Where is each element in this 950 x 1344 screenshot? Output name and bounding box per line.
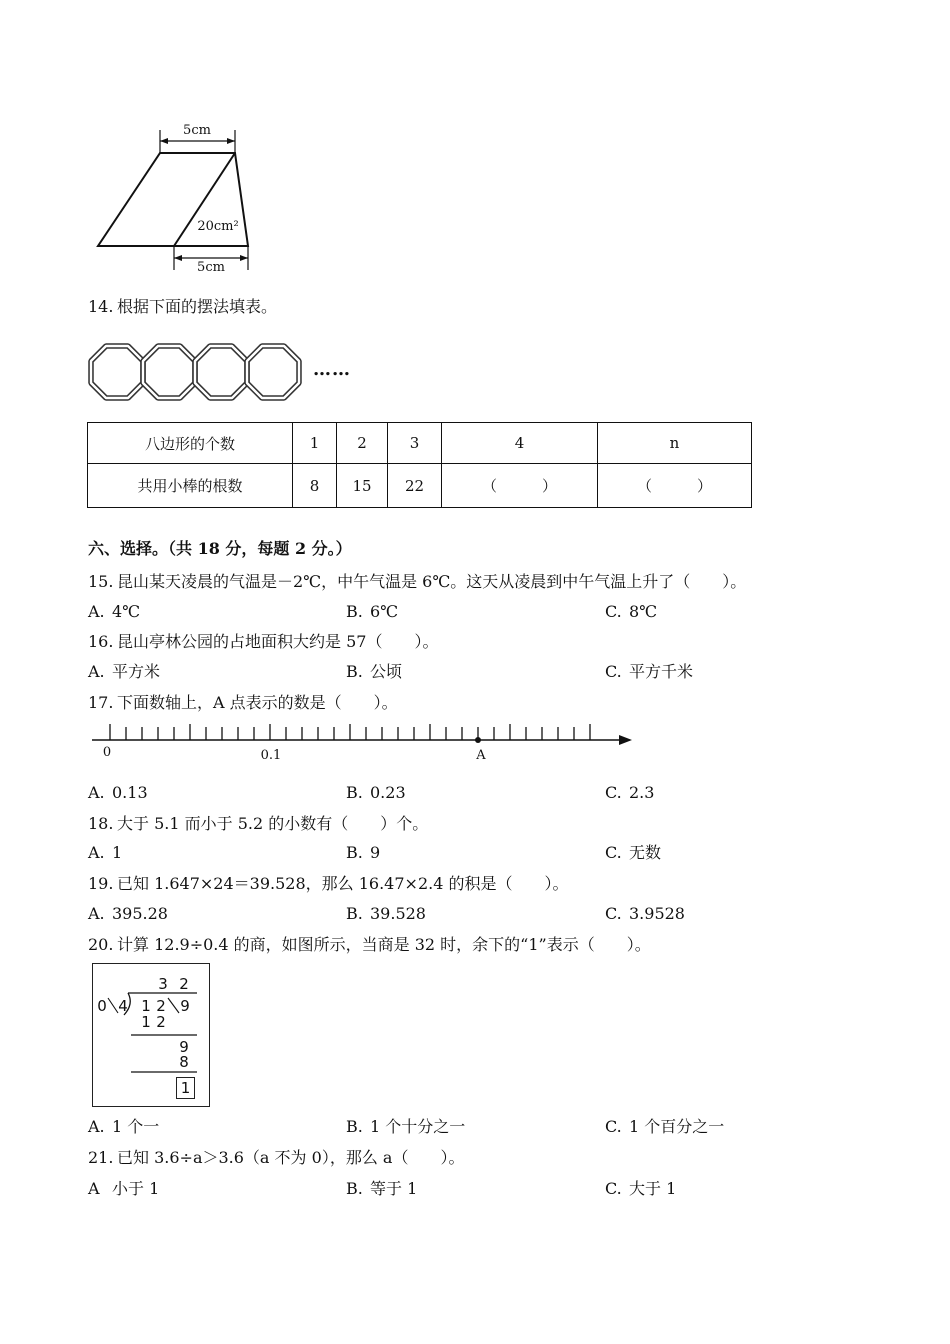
option-a: A. 1 个一 (88, 1117, 160, 1136)
dividend-digit: 9 (180, 997, 190, 1015)
octagon (91, 346, 143, 398)
bottom-length-label: 5cm (197, 260, 225, 275)
final-remainder: 1 (176, 1077, 195, 1099)
octagon-chain-figure (88, 340, 303, 402)
table-row (88, 423, 752, 464)
question-number: 18. (88, 814, 114, 833)
blank-cell: （ ） (598, 464, 752, 508)
table-cell: 3 (388, 423, 442, 464)
question-text: 计算 12.9÷0.4 的商，如图所示，当商是 32 时，余下的“1”表示（ ）。 (117, 935, 651, 954)
label-zero: 0 (102, 745, 112, 760)
table-row (88, 464, 752, 508)
option-b: B. 0.23 (346, 783, 406, 802)
dividend-digit: 2 (156, 997, 166, 1015)
product-digit: 1 (141, 1013, 151, 1031)
partial-remainder: 9 (179, 1038, 189, 1056)
quotient-digit: 3 (158, 975, 168, 993)
row-header: 八边形的个数 (88, 423, 293, 464)
question-number: 21. (88, 1148, 114, 1167)
number-line-figure (88, 715, 638, 767)
option-a: A. 平方米 (88, 662, 161, 681)
question-number: 20. (88, 935, 114, 954)
question-text: 昆山亭林公园的占地面积大约是 57（ ）。 (117, 632, 439, 651)
number-line-arrow (619, 735, 632, 745)
option-c: C. 2.3 (605, 783, 655, 802)
option-c: C. 平方千米 (605, 662, 694, 681)
question-20 (88, 935, 651, 955)
row-header: 共用小棒的根数 (88, 464, 293, 508)
long-division-figure (92, 963, 210, 1107)
quotient-digit: 2 (179, 975, 189, 993)
question-21 (88, 1148, 464, 1168)
question-15-options (0, 602, 950, 622)
product-digit: 8 (179, 1053, 189, 1071)
question-21-options (0, 1179, 950, 1199)
option-c: C. 无数 (605, 843, 662, 862)
question-17 (88, 693, 398, 713)
octagon (143, 346, 195, 398)
option-a: A. 4℃ (88, 602, 141, 621)
question-16-options (0, 662, 950, 682)
ellipsis: …… (313, 359, 351, 380)
dividend-digit: 1 (141, 997, 151, 1015)
option-b: B. 6℃ (346, 602, 399, 621)
blank-cell: （ ） (442, 464, 598, 508)
arrow-head (174, 255, 182, 261)
trapezoid-figure (90, 115, 260, 277)
question-number: 15. (88, 572, 114, 591)
question-18-options (0, 843, 950, 863)
option-a: A 小于 1 (88, 1179, 160, 1198)
number-line-ticks (110, 724, 590, 740)
arrow-head (160, 138, 168, 144)
option-b: B. 等于 1 (346, 1179, 418, 1198)
product-digit: 2 (156, 1013, 166, 1031)
question-number: 19. (88, 874, 114, 893)
option-b: B. 9 (346, 843, 381, 862)
table-cell: 1 (293, 423, 337, 464)
table-cell: 22 (388, 464, 442, 508)
question-text: 大于 5.1 而小于 5.2 的小数有（ ）个。 (117, 814, 429, 833)
question-15 (88, 572, 746, 592)
area-label: 20cm² (197, 219, 239, 234)
octagon (195, 346, 247, 398)
question-16 (88, 632, 438, 652)
question-20-options (0, 1117, 950, 1137)
question-14 (88, 297, 277, 317)
top-length-label: 5cm (183, 123, 211, 138)
table-cell: n (598, 423, 752, 464)
section-heading: 六、选择。（共 18 分，每题 2 分。） (88, 539, 352, 558)
table-cell: 4 (442, 423, 598, 464)
question-19 (88, 874, 568, 894)
divisor-digit: 0 (97, 997, 107, 1015)
octagon (247, 346, 299, 398)
table-cell: 8 (293, 464, 337, 508)
question-text: 根据下面的摆法填表。 (117, 297, 278, 316)
label-tenth: 0.1 (260, 748, 282, 763)
table-cell: 15 (337, 464, 388, 508)
option-c: C. 大于 1 (605, 1179, 677, 1198)
question-text: 昆山某天凌晨的气温是－2℃，中午气温是 6℃。这天从凌晨到中午气温上升了（ ）。 (117, 572, 747, 591)
arrow-head (240, 255, 248, 261)
question-number: 16. (88, 632, 114, 651)
question-19-options (0, 904, 950, 924)
question-text: 已知 1.647×24＝39.528，那么 16.47×2.4 的积是（ ）。 (117, 874, 569, 893)
point-a-dot (475, 737, 481, 743)
option-b: B. 1 个十分之一 (346, 1117, 466, 1136)
question-number: 17. (88, 693, 114, 712)
divisor-digit: 4 (118, 997, 128, 1015)
label-point-a: A (476, 748, 486, 763)
table-cell: 2 (337, 423, 388, 464)
option-c: C. 3.9528 (605, 904, 685, 923)
octagon-table (87, 422, 752, 508)
option-b: B. 39.528 (346, 904, 426, 923)
arrow-head (227, 138, 235, 144)
option-c: C. 1 个百分之一 (605, 1117, 725, 1136)
question-18 (88, 814, 428, 834)
option-a: A. 1 (88, 843, 123, 862)
option-c: C. 8℃ (605, 602, 658, 621)
question-number: 14. (88, 297, 114, 316)
option-b: B. 公顷 (346, 662, 403, 681)
option-a: A. 0.13 (88, 783, 148, 802)
question-text: 下面数轴上，A 点表示的数是（ ）。 (117, 693, 398, 712)
question-17-options (0, 783, 950, 803)
option-a: A. 395.28 (88, 904, 168, 923)
question-text: 已知 3.6÷a＞3.6（a 不为 0），那么 a（ ）。 (117, 1148, 465, 1167)
